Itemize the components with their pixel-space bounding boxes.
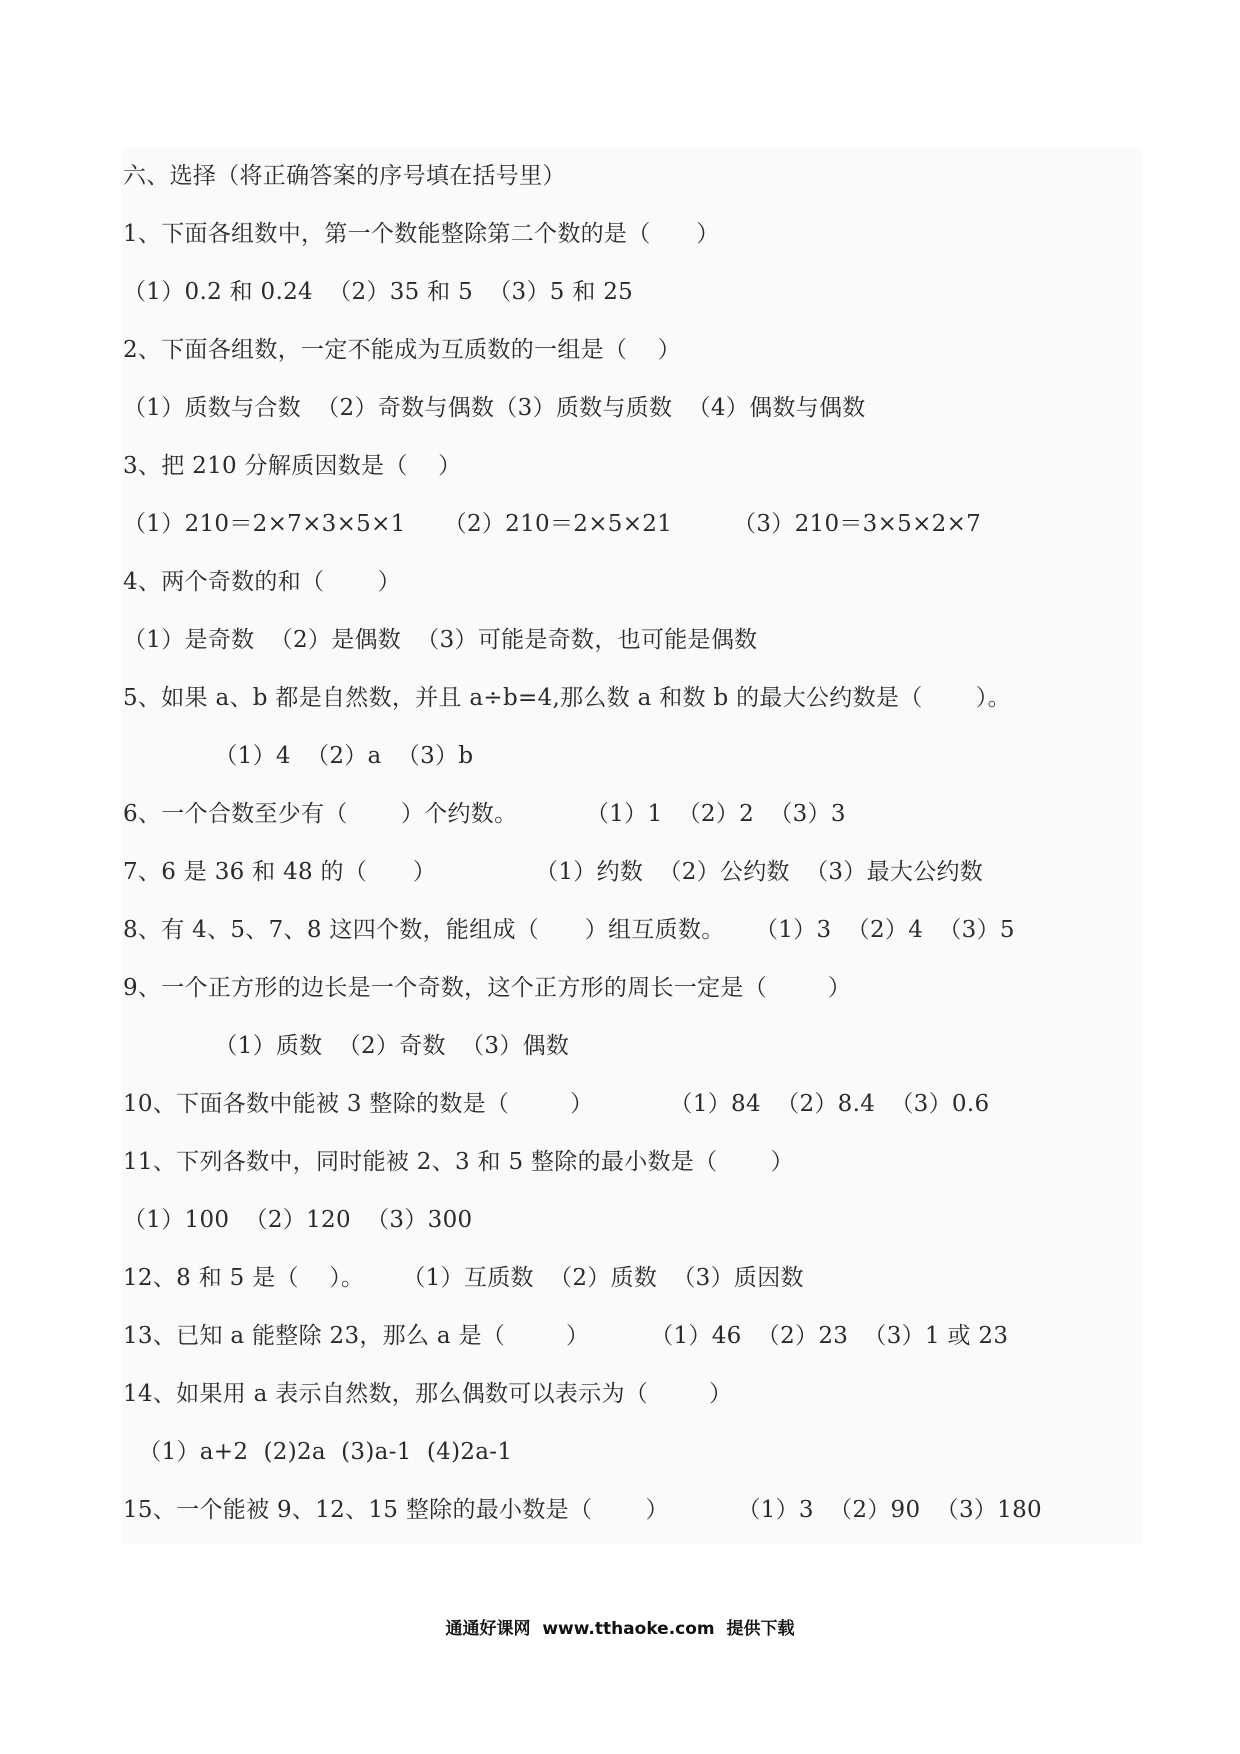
question-3: 3、把 210 分解质因数是（ ） [123, 453, 462, 479]
question-5-options: （1）4 （2）a （3）b [123, 743, 474, 769]
question-11-options: （1）100 （2）120 （3）300 [123, 1207, 473, 1233]
question-13: 13、已知 a 能整除 23，那么 a 是（ ） （1）46 （2）23 （3）1 或 23 [123, 1323, 1009, 1349]
question-14: 14、如果用 a 表示自然数，那么偶数可以表示为（ ） [123, 1381, 733, 1407]
question-6: 6、一个合数至少有（ ）个约数。 （1）1 （2）2 （3）3 [123, 801, 846, 827]
question-4: 4、两个奇数的和（ ） [123, 569, 401, 595]
question-14-options: （1）a+2 (2)2a (3)a-1 (4)2a-1 [123, 1439, 513, 1465]
question-9-options: （1）质数 （2）奇数 （3）偶数 [123, 1033, 570, 1059]
question-5: 5、如果 a、b 都是自然数，并且 a÷b=4,那么数 a 和数 b 的最大公约数是（ ）。 [123, 685, 1011, 711]
section-title: 六、选择（将正确答案的序号填在括号里） [123, 163, 566, 189]
question-12: 12、8 和 5 是（ ）。 （1）互质数 （2）质数 （3）质因数 [123, 1265, 804, 1291]
question-2-options: （1）质数与合数 （2）奇数与偶数（3）质数与质数 （4）偶数与偶数 [123, 395, 866, 421]
footer-credit: 通通好课网 www.tthaoke.com 提供下载 [445, 1619, 795, 1639]
question-2: 2、下面各组数，一定不能成为互质数的一组是（ ） [123, 337, 681, 363]
question-1: 1、下面各组数中，第一个数能整除第二个数的是（ ） [123, 221, 720, 247]
question-10: 10、下面各数中能被 3 整除的数是（ ） （1）84 （2）8.4 （3）0.6 [123, 1091, 990, 1117]
question-3-options: （1）210＝2×7×3×5×1 （2）210＝2×5×21 （3）210＝3×5×2×7 [123, 511, 982, 537]
question-9: 9、一个正方形的边长是一个奇数，这个正方形的周长一定是（ ） [123, 975, 852, 1001]
question-11: 11、下列各数中，同时能被 2、3 和 5 整除的最小数是（ ） [123, 1149, 794, 1175]
question-7: 7、6 是 36 和 48 的（ ） （1）约数 （2）公约数 （3）最大公约数 [123, 859, 984, 885]
question-8: 8、有 4、5、7、8 这四个数，能组成（ ）组互质数。 （1）3 （2）4 （3）5 [123, 917, 1015, 943]
question-15: 15、一个能被 9、12、15 整除的最小数是（ ） （1）3 （2）90 （3）180 [123, 1497, 1042, 1523]
question-1-options: （1）0.2 和 0.24 （2）35 和 5 （3）5 和 25 [123, 279, 634, 305]
question-4-options: （1）是奇数 （2）是偶数 （3）可能是奇数，也可能是偶数 [123, 627, 758, 653]
